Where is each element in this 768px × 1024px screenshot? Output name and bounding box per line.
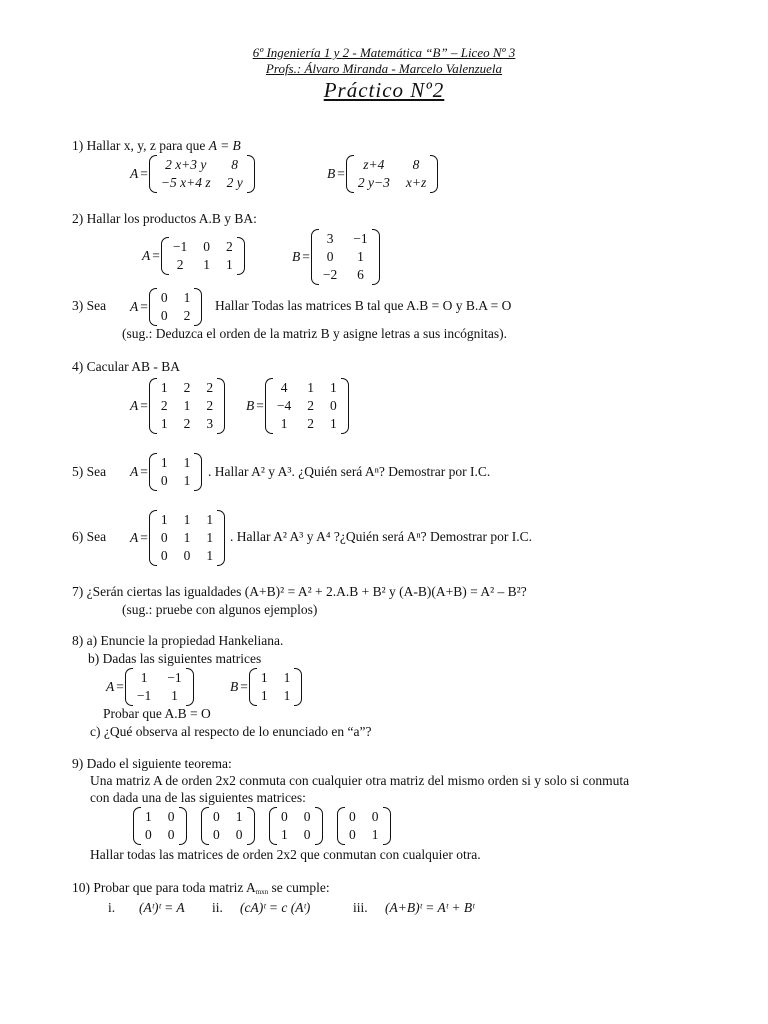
exercise-2-matrix-a: A = −1 0 2 2 1 1 (142, 237, 245, 275)
exercise-5-matrix-a: A = 1 1 0 1 (130, 453, 202, 491)
exercise-6-matrix-a: A = 1 1 1 0 1 1 0 0 1 (130, 510, 225, 566)
exercise-9-line-2: con dada una de las siguientes matrices: (90, 790, 306, 805)
exercise-8-prove: Probar que A.B = O (103, 706, 211, 721)
exercise-8-part-c: c) ¿Qué observa al respecto de lo enunciado en “a”? (90, 724, 372, 739)
exercise-9-matrix-3: 0 0 1 0 (269, 807, 323, 845)
exercise-9-matrix-1: 1 0 0 0 (133, 807, 187, 845)
exercise-9-matrix-4: 0 0 0 1 (337, 807, 391, 845)
exercise-2-text: 2) Hallar los productos A.B y BA: (72, 211, 257, 226)
exercise-10-item-i-label: i. (108, 900, 116, 915)
exercise-6-text: . Hallar A² A³ y A⁴ ?¿Quién será Aⁿ? Demostrar por I.C. (230, 529, 532, 544)
exercise-10-item-iii-label: iii. (353, 900, 368, 915)
exercise-8-part-a: 8) a) Enuncie la propiedad Hankeliana. (72, 633, 284, 648)
exercise-9-title: 9) Dado el siguiente teorema: (72, 756, 232, 771)
exercise-4-matrix-a: A = 1 2 2 2 1 2 1 2 3 (130, 378, 225, 434)
exercise-9-final: Hallar todas las matrices de orden 2x2 que conmutan con cualquier otra. (90, 847, 481, 862)
exercise-6-number: 6) Sea (72, 529, 107, 544)
exercise-5-number: 5) Sea (72, 464, 107, 479)
exercise-3-matrix-a: A = 0 1 0 2 (130, 288, 202, 326)
exercise-4-text: 4) Cacular AB - BA (72, 359, 180, 374)
exercise-9-line-1: Una matriz A de orden 2x2 conmuta con cualquier otra matriz del mismo orden si y solo si conmuta (90, 773, 630, 788)
exercise-7-text: 7) ¿Serán ciertas las igualdades (A+B)² = A² + 2.A.B + B² y (A-B)(A+B) = A² – B²? (72, 584, 527, 599)
exercise-10-item-ii: (cA)ᵗ = c (Aᵗ) (240, 900, 311, 915)
exercise-1-matrix-b: B = z+4 8 2 y−3 x+z (327, 155, 438, 193)
exercise-1-text: 1) Hallar x, y, z para que A = B (72, 138, 241, 153)
professors-line: Profs.: Álvaro Miranda - Marcelo Valenzuela (265, 61, 503, 76)
exercise-8-matrix-b: B = 1 1 1 1 (230, 668, 302, 706)
exercise-2-matrix-b: B = 3 −1 0 1 −2 6 (292, 229, 380, 285)
exercise-10-item-iii: (A+B)ᵗ = Aᵗ + Bᵗ (385, 900, 475, 915)
exercise-5-text: . Hallar A² y A³. ¿Quién será Aⁿ? Demostrar por I.C. (208, 464, 491, 479)
exercise-3-hint: (sug.: Deduzca el orden de la matriz B y asigne letras a sus incógnitas). (122, 326, 508, 341)
exercise-10-item-ii-label: ii. (212, 900, 223, 915)
exercise-8-part-b: b) Dadas las siguientes matrices (88, 651, 262, 666)
exercise-8-matrix-a: A = 1 −1 −1 1 (106, 668, 194, 706)
course-header: 6º Ingeniería 1 y 2 - Matemática “B” – Liceo Nº 3 (252, 45, 516, 60)
exercise-10-item-i: (Aᵗ)ᵗ = A (139, 900, 185, 915)
exercise-10-text: 10) Probar que para toda matriz $A_{mxn}$ se cumple: (72, 880, 330, 896)
page-title: Práctico Nº2 (323, 78, 445, 102)
exercise-9-matrix-2: 0 1 0 0 (201, 807, 255, 845)
exercise-3-number: 3) Sea (72, 298, 107, 313)
exercise-7-hint: (sug.: pruebe con algunos ejemplos) (122, 602, 318, 617)
exercise-4-matrix-b: B = 4 1 1 −4 2 0 1 2 1 (246, 378, 349, 434)
exercise-3-text: Hallar Todas las matrices B tal que A.B = O y B.A = O (215, 298, 512, 313)
exercise-1-matrix-a: A = 2 x+3 y 8 −5 x+4 z 2 y (130, 155, 255, 193)
